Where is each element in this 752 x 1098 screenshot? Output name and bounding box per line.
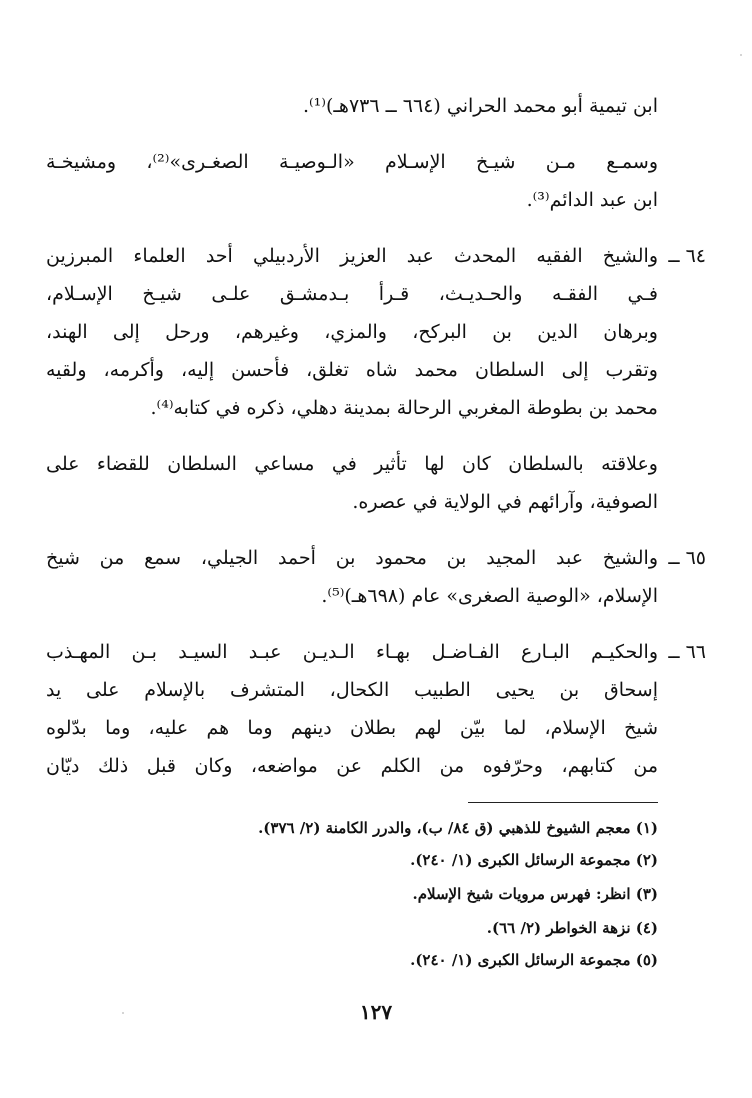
- entry-number: ٦٦ ــ: [668, 641, 706, 663]
- footnote: (٢) مجموعة الرسائل الكبرى (١/ ٢٤٠).: [410, 851, 658, 869]
- text-line: فـي الفقـه والحـديـث، قـرأ بـدمشـق علـى شيـخ الإسـلام،: [46, 283, 658, 305]
- entry-number: ٦٥ ــ: [668, 547, 706, 569]
- text-line: والحكيـم البـارع الفـاضـل بهـاء الـديـن عبـد السيـد بـن المهـذب: [46, 641, 658, 663]
- text-line: من كتابهم، وحرّفوه من الكلم عن مواضعه، وكان قبل ذلك ديّان: [46, 755, 658, 777]
- footnote: (١) معجم الشيوخ للذهبي (ق ٨٤/ ب)، والدرر الكامنة (٢/ ٣٧٦).: [258, 819, 658, 837]
- footnote: (٥) مجموعة الرسائل الكبرى (١/ ٢٤٠).: [410, 951, 658, 969]
- text-line: وعلاقته بالسلطان كان لها تأثير في مساعي السلطان للقضاء على: [46, 453, 658, 475]
- text-line: ابن تيمية أبو محمد الحراني (٦٦٤ ــ ٧٣٦هـ)⁽¹⁾.: [302, 95, 658, 117]
- text-line: محمد بن بطوطة المغربي الرحالة بمدينة دهلي، ذكره في كتابه⁽⁴⁾.: [150, 397, 658, 419]
- text-line: وبرهان الدين بن البركح، والمزي، وغيرهم، ورحل إلى الهند،: [46, 321, 658, 343]
- scan-speck: [122, 1012, 124, 1014]
- scan-speck: [740, 54, 742, 56]
- text-line: الإسلام، «الوصية الصغرى» عام (٦٩٨هـ)⁽⁵⁾.: [321, 585, 658, 607]
- footnote: (٤) نزهة الخواطر (٢/ ٦٦).: [486, 919, 658, 937]
- text-line: والشيخ عبد المجيد بن محمود بن أحمد الجيلي، سمع من شيخ: [46, 547, 658, 569]
- footnote: (٣) انظر: فهرس مرويات شيخ الإسلام.: [412, 885, 658, 903]
- footnote-separator: [468, 802, 658, 803]
- text-line: وتقرب إلى السلطان محمد شاه تغلق، فأحسن إليه، وأكرمه، ولقيه: [46, 359, 658, 381]
- text-line: شيخ الإسلام، لما بيّن لهم بطلان دينهم وما هم عليه، وما بدّلوه: [46, 717, 658, 739]
- text-line: ابن عبد الدائم⁽³⁾.: [526, 189, 658, 211]
- text-line: والشيخ الفقيه المحدث عبد العزيز الأردبيلي أحد العلماء المبرزين: [46, 245, 658, 267]
- text-line: وسمـع مـن شيـخ الإسـلام «الـوصيـة الصغـرى»⁽²⁾، ومشيخـة: [46, 151, 658, 173]
- text-line: الصوفية، وآرائهم في الولاية في عصره.: [352, 491, 658, 513]
- entry-number: ٦٤ ــ: [668, 245, 706, 267]
- text-line: إسحاق بن يحيى الطبيب الكحال، المتشرف بالإسلام على يد: [46, 679, 658, 701]
- page-number: ١٢٧: [359, 1000, 393, 1024]
